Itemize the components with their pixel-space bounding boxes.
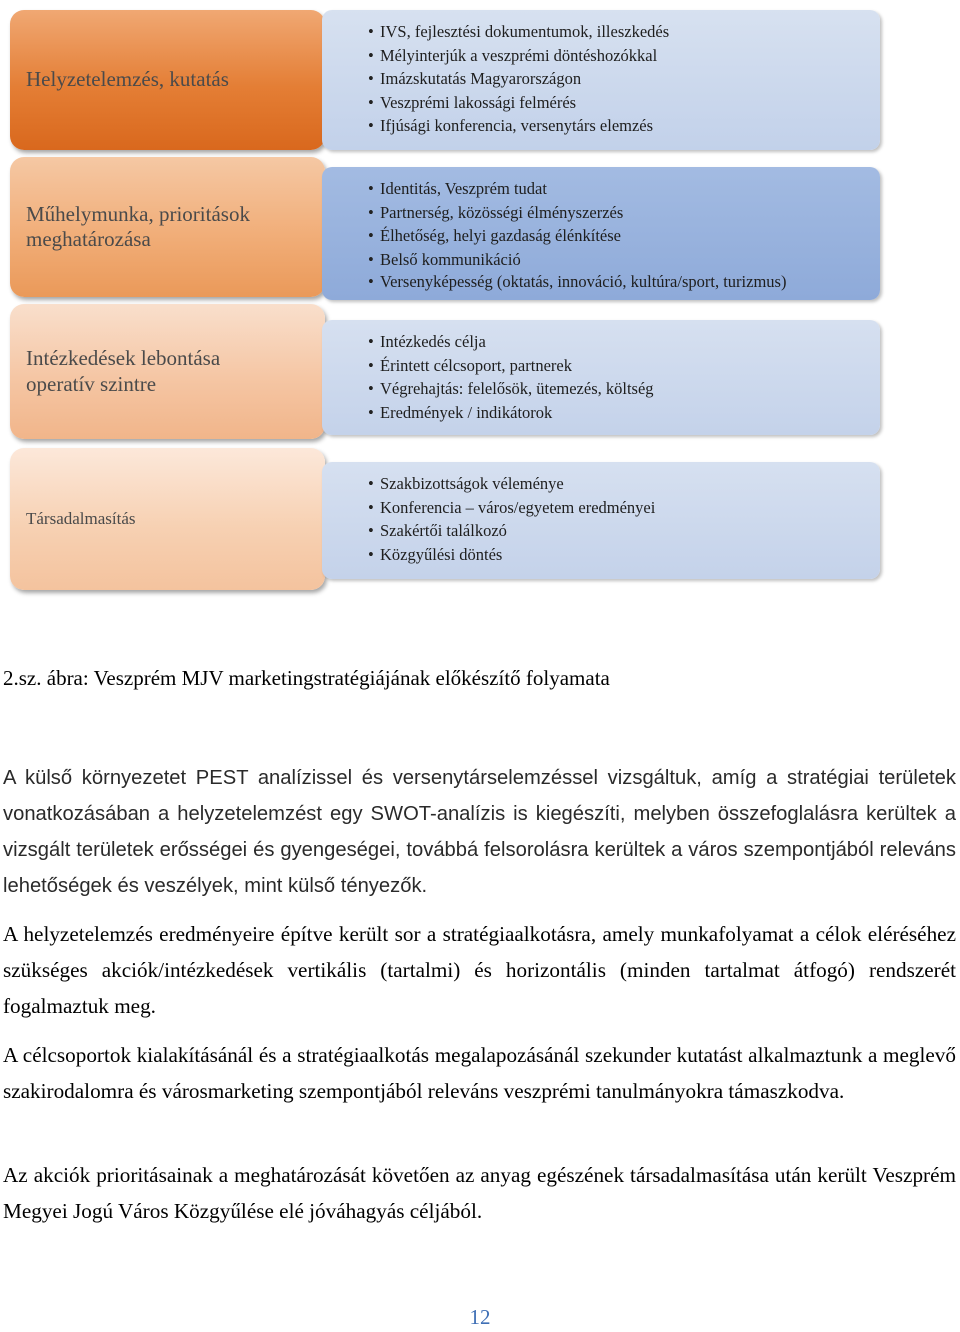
bullet-item: • Partnerség, közösségi élményszerzés bbox=[368, 201, 870, 225]
bullet-item: • Végrehajtás: felelősök, ütemezés, költség bbox=[368, 377, 870, 401]
bullet-item: • Eredmények / indikátorok bbox=[368, 401, 870, 425]
body-paragraph: A helyzetelemzés eredményeire építve került sor a stratégiaalkotásra, amely munkafolyamat a célok eléréséhez szükséges akciók/intézkedések vertikális (tartalmi) és horizontális (minden tartalmat átfogó) rendszerét fogalmaztuk meg. bbox=[3, 922, 956, 1018]
figure-caption: 2.sz. ábra: Veszprém MJV marketingstratégiájának előkészítő folyamata bbox=[3, 666, 610, 690]
body-paragraph-4-block bbox=[3, 1157, 956, 1229]
bullet-item: • Élhetőség, helyi gazdaság élénkítése bbox=[368, 224, 870, 248]
bullet-item: • Konferencia – város/egyetem eredményei bbox=[368, 496, 870, 520]
stage-details-operational-breakdown bbox=[322, 320, 880, 435]
bullet-list bbox=[368, 330, 870, 424]
bullet-item: • Közgyűlési döntés bbox=[368, 543, 870, 567]
stage-details-workshop bbox=[322, 167, 880, 300]
body-paragraph-2-block bbox=[3, 916, 956, 1024]
bullet-item: • Belső kommunikáció bbox=[368, 248, 870, 272]
stage-box-operational-breakdown bbox=[10, 304, 325, 439]
bullet-item: • IVS, fejlesztési dokumentumok, illeszkedés bbox=[368, 20, 870, 44]
stage-box-socialization bbox=[10, 448, 325, 590]
bullet-item: • Identitás, Veszprém tudat bbox=[368, 177, 870, 201]
stage-label: Műhelymunka, prioritások meghatározása bbox=[26, 201, 250, 251]
body-paragraph: Az akciók prioritásainak a meghatározását követően az anyag egészének társadalmasítása után került Veszprém Megyei Jogú Város Közgyűlése elé jóváhagyás céljából. bbox=[3, 1163, 956, 1223]
bullet-item: • Szakértői találkozó bbox=[368, 519, 870, 543]
body-paragraph-1-block bbox=[3, 760, 956, 904]
stage-label: Helyzetelemzés, kutatás bbox=[26, 67, 229, 92]
bullet-item: • Érintett célcsoport, partnerek bbox=[368, 354, 870, 378]
bullet-item: • Szakbizottságok véleménye bbox=[368, 472, 870, 496]
bullet-list bbox=[368, 177, 870, 292]
bullet-list bbox=[368, 472, 870, 566]
stage-label: Intézkedések lebontása operatív szintre bbox=[26, 346, 221, 396]
page-number: 12 bbox=[469, 1305, 491, 1329]
bullet-item: • Mélyinterjúk a veszprémi döntéshozókkal bbox=[368, 44, 870, 68]
body-paragraph-3-block bbox=[3, 1037, 956, 1109]
bullet-item: • Veszprémi lakossági felmérés bbox=[368, 91, 870, 115]
stage-details-socialization bbox=[322, 462, 880, 579]
bullet-list bbox=[368, 20, 870, 138]
body-paragraph: A külső környezetet PEST analízissel és versenytárselemzéssel vizsgáltuk, amíg a stratégiai területek vonatkozásában a helyzetelemzést egy SWOT-analízis is kiegészíti, melyben összefoglalásra kerültek a vizsgált területek erősségei és gyengeségei, továbbá felsorolásra kerültek a város szempontjából releváns lehetőségek és veszélyek, mint külső tényezők. bbox=[3, 767, 956, 897]
stage-box-workshop bbox=[10, 157, 325, 297]
bullet-item: • Ifjúsági konferencia, versenytárs elemzés bbox=[368, 114, 870, 138]
bullet-item: • Versenyképesség (oktatás, innováció, kultúra/sport, turizmus) bbox=[368, 271, 870, 292]
process-diagram bbox=[0, 0, 960, 600]
bullet-item: • Intézkedés célja bbox=[368, 330, 870, 354]
stage-label: Társadalmasítás bbox=[26, 508, 136, 528]
bullet-item: • Imázskutatás Magyarországon bbox=[368, 67, 870, 91]
stage-details-situation-analysis bbox=[322, 10, 880, 150]
stage-box-situation-analysis bbox=[10, 10, 325, 150]
body-paragraph: A célcsoportok kialakításánál és a stratégiaalkotás megalapozásánál szekunder kutatást alkalmaztunk a meglevő szakirodalomra és városmarketing szempontjából releváns veszprémi tanulmányokra támaszkodva. bbox=[3, 1043, 956, 1103]
